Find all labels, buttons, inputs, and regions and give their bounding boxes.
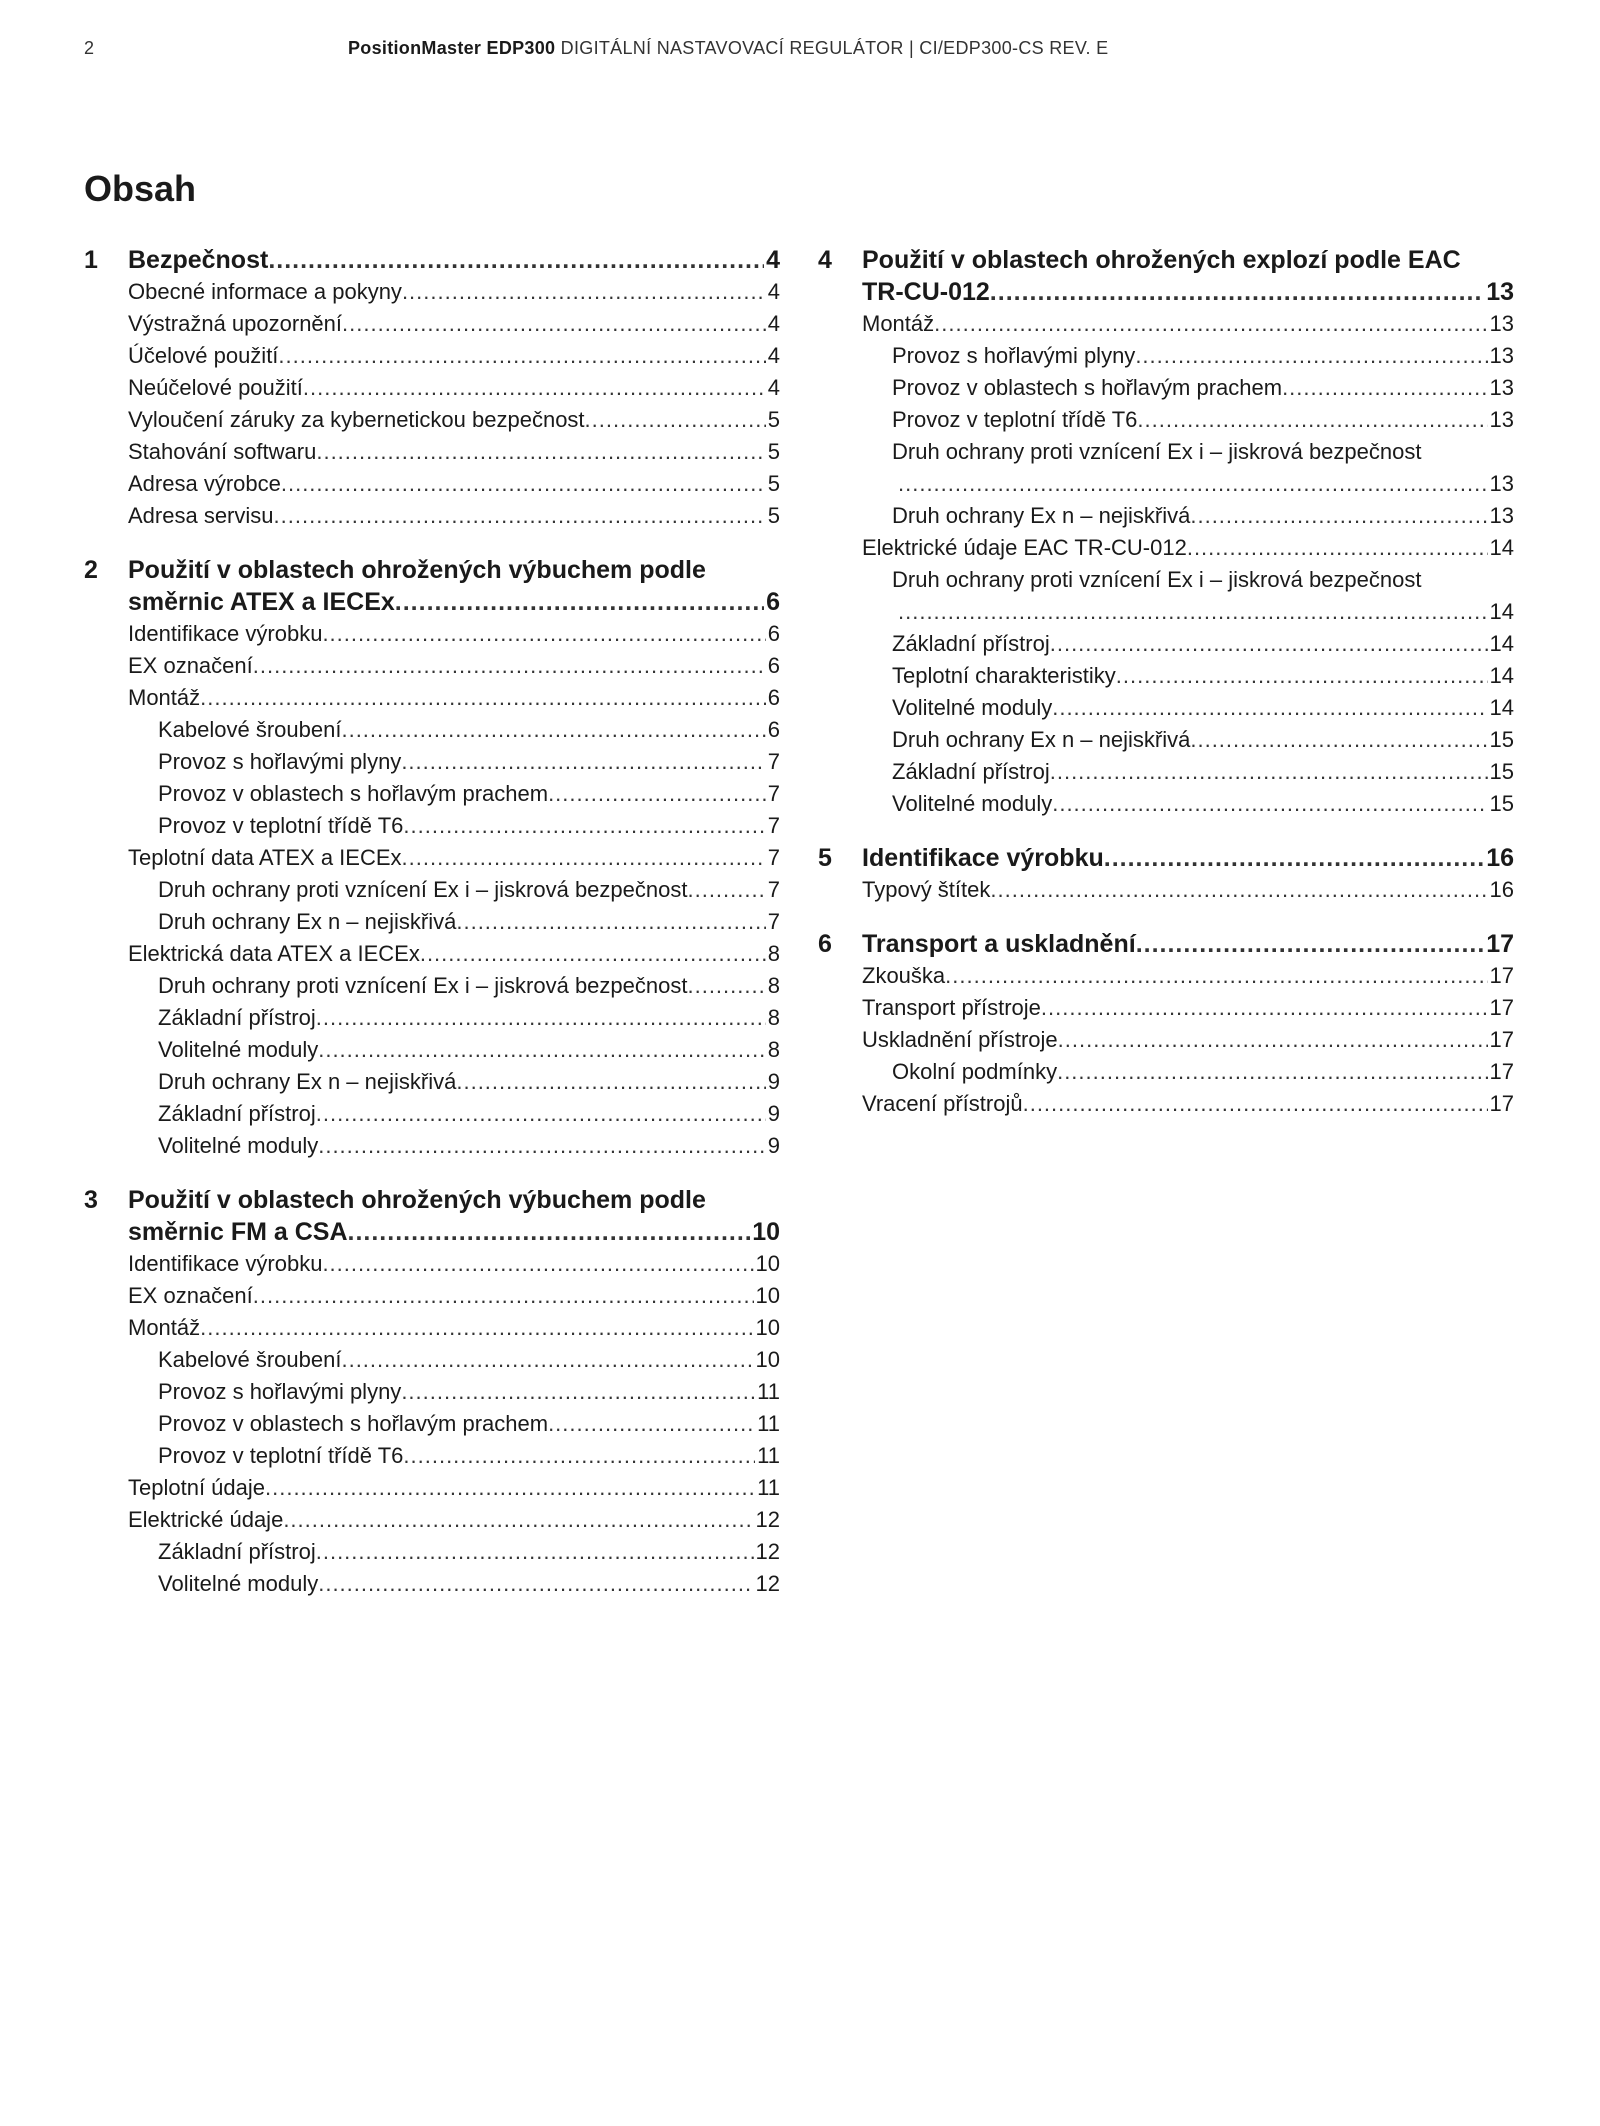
toc-subentry[interactable]: [818, 404, 1514, 436]
dot-leader: [402, 276, 766, 308]
entry-page: 17: [1489, 963, 1514, 988]
toc-entry[interactable]: [84, 1472, 780, 1504]
entry-page: 7: [767, 909, 780, 934]
dot-leader: [318, 1568, 753, 1600]
entry-page: 15: [1489, 791, 1514, 816]
page-number: 2: [84, 38, 95, 58]
entry-title: Volitelné moduly: [892, 695, 1053, 720]
dot-leader: [200, 682, 766, 714]
dot-leader: [548, 1408, 755, 1440]
entry-title: Kabelové šroubení: [158, 1347, 342, 1372]
toc-section-heading[interactable]: [818, 928, 1514, 960]
dot-leader: [341, 714, 765, 746]
entry-page: 11: [757, 1411, 780, 1436]
header-title-rest: DIGITÁLNÍ NASTAVOVACÍ REGULÁTOR | CI/EDP300-CS REV. E: [555, 38, 1109, 58]
entry-title: Transport přístroje: [862, 995, 1041, 1020]
entry-page: 9: [767, 1101, 780, 1126]
entry-page: 4: [767, 311, 780, 336]
toc-subentry[interactable]: [818, 724, 1514, 756]
toc-section-1: [84, 244, 780, 532]
entry-page: 17: [1489, 995, 1514, 1020]
entry-title: Elektrické údaje EAC TR-CU-012: [862, 535, 1187, 560]
toc-subentry[interactable]: [84, 1034, 780, 1066]
dot-leader: [401, 746, 765, 778]
toc-entry[interactable]: [84, 1312, 780, 1344]
toc-section-3: [84, 1184, 780, 1600]
dot-leader: [403, 810, 765, 842]
entry-page: 6: [767, 717, 780, 742]
toc-subentry[interactable]: [818, 628, 1514, 660]
entry-page: 12: [755, 1539, 780, 1564]
entry-page: 13: [1489, 503, 1514, 528]
toc-section-heading[interactable]: [818, 842, 1514, 874]
dot-leader: [1104, 842, 1484, 874]
section-title: Transport a uskladnění: [862, 930, 1136, 958]
toc-subentry[interactable]: [818, 660, 1514, 692]
toc-section-heading-cont[interactable]: [84, 1216, 780, 1248]
toc-subentry-cont[interactable]: [818, 596, 1514, 628]
entry-title: Druh ochrany Ex n – nejiskřivá: [892, 727, 1191, 752]
section-title-line2: směrnic ATEX a IECEx: [128, 588, 395, 616]
section-number: 1: [84, 246, 98, 274]
entry-title: Základní přístroj: [158, 1539, 316, 1564]
dot-leader: [585, 404, 766, 436]
entry-page: 14: [1489, 535, 1514, 560]
entry-page: 14: [1489, 695, 1514, 720]
section-page: 4: [766, 246, 780, 274]
page-header: [84, 38, 1516, 62]
toc-subentry[interactable]: [84, 714, 780, 746]
dot-leader: [283, 1504, 753, 1536]
entry-page: 12: [755, 1507, 780, 1532]
entry-title: Neúčelové použití: [128, 375, 303, 400]
entry-title: Provoz v oblastech s hořlavým prachem: [158, 781, 549, 806]
dot-leader: [316, 1098, 766, 1130]
entry-page: 4: [767, 279, 780, 304]
entry-page: 17: [1489, 1091, 1514, 1116]
header-title: [348, 38, 1108, 59]
entry-title: Teplotní charakteristiky: [892, 663, 1116, 688]
entry-page: 13: [1489, 471, 1514, 496]
entry-title: Adresa výrobce: [128, 471, 281, 496]
entry-page: 5: [767, 503, 780, 528]
entry-page: 16: [1489, 877, 1514, 902]
toc-subentry[interactable]: [84, 1376, 780, 1408]
toc-entry[interactable]: [818, 960, 1514, 992]
dot-leader: [456, 906, 765, 938]
entry-title: Uskladnění přístroje: [862, 1027, 1058, 1052]
dot-leader: [1187, 532, 1488, 564]
entry-title: EX označení: [128, 1283, 253, 1308]
section-page: 13: [1486, 278, 1514, 306]
section-number: 6: [818, 930, 832, 958]
entry-title: Typový štítek: [862, 877, 991, 902]
entry-page: 5: [767, 439, 780, 464]
entry-title: Druh ochrany Ex n – nejiskřivá: [158, 909, 457, 934]
toc-section-2: [84, 554, 780, 1162]
entry-title: Druh ochrany proti vznícení Ex i – jiskrová bezpečnost: [892, 439, 1422, 464]
entry-page: 7: [767, 749, 780, 774]
entry-page: 6: [767, 685, 780, 710]
toc-section-heading-cont[interactable]: [818, 276, 1514, 308]
entry-title: Montáž: [128, 1315, 201, 1340]
toc-section-heading[interactable]: [84, 1184, 780, 1216]
entry-title: Teplotní data ATEX a IECEx: [128, 845, 402, 870]
toc-subentry[interactable]: [818, 692, 1514, 724]
dot-leader: [898, 468, 1488, 500]
entry-page: 10: [755, 1251, 780, 1276]
toc-section-heading[interactable]: [84, 554, 780, 586]
entry-page: 7: [767, 845, 780, 870]
toc-entry[interactable]: [84, 938, 780, 970]
entry-title: Provoz v teplotní třídě T6: [158, 813, 404, 838]
toc-subentry[interactable]: [818, 1056, 1514, 1088]
entry-title: Základní přístroj: [158, 1101, 316, 1126]
entry-page: 13: [1489, 311, 1514, 336]
dot-leader: [348, 1216, 751, 1248]
page-title: Obsah: [84, 168, 197, 209]
toc-subentry[interactable]: [84, 1098, 780, 1130]
entry-title: Druh ochrany proti vznícení Ex i – jiskrová bezpečnost: [158, 877, 688, 902]
toc-subentry[interactable]: [84, 746, 780, 778]
toc-subentry[interactable]: [84, 1002, 780, 1034]
dot-leader: [945, 960, 1487, 992]
toc-entry[interactable]: [84, 468, 780, 500]
toc-subentry[interactable]: [84, 1130, 780, 1162]
entry-page: 7: [767, 781, 780, 806]
section-number: 4: [818, 246, 832, 274]
entry-title: Základní přístroj: [892, 759, 1050, 784]
section-page: 17: [1486, 930, 1514, 958]
toc-entry[interactable]: [818, 1024, 1514, 1056]
entry-title: Elektrická data ATEX a IECEx: [128, 941, 420, 966]
dot-leader: [934, 308, 1487, 340]
header-product: PositionMaster EDP300: [348, 38, 556, 58]
entry-page: 15: [1489, 759, 1514, 784]
dot-leader: [253, 1280, 754, 1312]
entry-page: 11: [757, 1379, 780, 1404]
toc-subentry[interactable]: [84, 1408, 780, 1440]
entry-page: 10: [755, 1283, 780, 1308]
toc-section-heading-cont[interactable]: [84, 586, 780, 618]
dot-leader: [316, 1536, 754, 1568]
toc-subentry[interactable]: [818, 500, 1514, 532]
toc-entry[interactable]: [818, 1088, 1514, 1120]
toc-subentry[interactable]: [818, 436, 1514, 468]
entry-page: 8: [767, 973, 780, 998]
toc-entry[interactable]: [84, 682, 780, 714]
dot-leader: [1135, 340, 1487, 372]
toc-section-4: [818, 244, 1514, 820]
dot-leader: [1058, 1024, 1488, 1056]
dot-leader: [402, 842, 766, 874]
dot-leader: [303, 372, 766, 404]
toc-subentry[interactable]: [84, 1066, 780, 1098]
toc-entry[interactable]: [84, 1504, 780, 1536]
dot-leader: [990, 874, 1487, 906]
entry-page: 6: [767, 621, 780, 646]
entry-page: 8: [767, 1005, 780, 1030]
toc-entry[interactable]: [84, 1280, 780, 1312]
section-title-line1: Použití v oblastech ohrožených výbuchem podle: [128, 556, 706, 584]
dot-leader: [401, 1376, 755, 1408]
dot-leader: [548, 778, 766, 810]
toc-entry[interactable]: [84, 1248, 780, 1280]
dot-leader: [322, 1248, 753, 1280]
dot-leader: [1190, 724, 1487, 756]
dot-leader: [322, 618, 765, 650]
entry-title: Provoz v teplotní třídě T6: [892, 407, 1138, 432]
dot-leader: [253, 650, 766, 682]
toc-entry[interactable]: [84, 436, 780, 468]
dot-leader: [898, 596, 1488, 628]
entry-title: Okolní podmínky: [892, 1059, 1058, 1084]
dot-leader: [274, 500, 766, 532]
dot-leader: [1052, 788, 1487, 820]
entry-page: 7: [767, 813, 780, 838]
toc-subentry[interactable]: [84, 970, 780, 1002]
dot-leader: [1136, 928, 1485, 960]
dot-leader: [420, 938, 766, 970]
section-number: 3: [84, 1186, 98, 1214]
section-number: 2: [84, 556, 98, 584]
toc-section-6: [818, 928, 1514, 1120]
section-title: Bezpečnost: [128, 246, 269, 274]
entry-title: Adresa servisu: [128, 503, 274, 528]
entry-title: Druh ochrany Ex n – nejiskřivá: [892, 503, 1191, 528]
toc-subentry[interactable]: [818, 788, 1514, 820]
section-title-line2: směrnic FM a CSA: [128, 1218, 348, 1246]
toc-subentry[interactable]: [818, 756, 1514, 788]
entry-page: 11: [757, 1475, 780, 1500]
toc-subentry[interactable]: [84, 778, 780, 810]
entry-title: Provoz s hořlavými plyny: [158, 749, 402, 774]
entry-title: Volitelné moduly: [158, 1037, 319, 1062]
dot-leader: [1041, 992, 1488, 1024]
entry-title: Účelové použití: [128, 343, 279, 368]
entry-title: Výstražná upozornění: [128, 311, 343, 336]
entry-page: 5: [767, 471, 780, 496]
toc-entry[interactable]: [84, 404, 780, 436]
section-number: 5: [818, 844, 832, 872]
dot-leader: [1052, 692, 1487, 724]
dot-leader: [341, 1344, 753, 1376]
toc-entry[interactable]: [818, 532, 1514, 564]
toc-entry[interactable]: [84, 340, 780, 372]
entry-page: 7: [767, 877, 780, 902]
entry-page: 4: [767, 375, 780, 400]
toc-subentry-cont[interactable]: [818, 468, 1514, 500]
entry-title: Základní přístroj: [158, 1005, 316, 1030]
entry-title: Provoz v oblastech s hořlavým prachem: [892, 375, 1283, 400]
toc-column-right: [818, 244, 1514, 1142]
entry-title: Identifikace výrobku: [128, 1251, 323, 1276]
entry-page: 12: [755, 1571, 780, 1596]
section-title-line2: TR-CU-012: [862, 278, 990, 306]
toc-entry[interactable]: [84, 276, 780, 308]
toc-entry[interactable]: [84, 500, 780, 532]
entry-title: Provoz v oblastech s hořlavým prachem: [158, 1411, 549, 1436]
entry-title: Základní přístroj: [892, 631, 1050, 656]
dot-leader: [318, 1130, 766, 1162]
entry-title: Obecné informace a pokyny: [128, 279, 402, 304]
dot-leader: [1190, 500, 1487, 532]
entry-page: 17: [1489, 1059, 1514, 1084]
dot-leader: [687, 970, 765, 1002]
entry-title: Volitelné moduly: [158, 1571, 319, 1596]
entry-page: 10: [755, 1315, 780, 1340]
entry-page: 5: [767, 407, 780, 432]
entry-title: Vyloučení záruky za kybernetickou bezpečnost: [128, 407, 585, 432]
toc-subentry[interactable]: [84, 906, 780, 938]
dot-leader: [1137, 404, 1487, 436]
entry-page: 14: [1489, 631, 1514, 656]
entry-title: Kabelové šroubení: [158, 717, 342, 742]
dot-leader: [281, 468, 766, 500]
section-title-line1: Použití v oblastech ohrožených explozí podle EAC: [862, 246, 1461, 274]
dot-leader: [456, 1066, 765, 1098]
entry-page: 14: [1489, 599, 1514, 624]
entry-page: 9: [767, 1069, 780, 1094]
section-page: 6: [766, 588, 780, 616]
toc-entry[interactable]: [84, 650, 780, 682]
entry-page: 8: [767, 1037, 780, 1062]
toc-entry[interactable]: [84, 618, 780, 650]
toc-entry[interactable]: [818, 308, 1514, 340]
dot-leader: [265, 1472, 755, 1504]
entry-title: Druh ochrany proti vznícení Ex i – jiskrová bezpečnost: [892, 567, 1422, 592]
dot-leader: [395, 586, 764, 618]
entry-title: Provoz s hořlavými plyny: [158, 1379, 402, 1404]
dot-leader: [687, 874, 765, 906]
entry-page: 17: [1489, 1027, 1514, 1052]
toc-subentry[interactable]: [818, 372, 1514, 404]
entry-title: Stahování softwaru: [128, 439, 317, 464]
entry-title: Teplotní údaje: [128, 1475, 265, 1500]
dot-leader: [316, 436, 765, 468]
entry-title: Volitelné moduly: [892, 791, 1053, 816]
dot-leader: [1023, 1088, 1488, 1120]
dot-leader: [318, 1034, 766, 1066]
dot-leader: [403, 1440, 755, 1472]
toc-column-left: [84, 244, 780, 1622]
entry-title: Druh ochrany proti vznícení Ex i – jiskrová bezpečnost: [158, 973, 688, 998]
entry-page: 13: [1489, 375, 1514, 400]
entry-title: Elektrické údaje: [128, 1507, 284, 1532]
dot-leader: [1282, 372, 1487, 404]
entry-title: Provoz v teplotní třídě T6: [158, 1443, 404, 1468]
entry-title: Vracení přístrojů: [862, 1091, 1023, 1116]
entry-title: Druh ochrany Ex n – nejiskřivá: [158, 1069, 457, 1094]
entry-title: Volitelné moduly: [158, 1133, 319, 1158]
entry-page: 9: [767, 1133, 780, 1158]
entry-title: Zkouška: [862, 963, 946, 988]
dot-leader: [342, 308, 766, 340]
dot-leader: [316, 1002, 766, 1034]
toc-subentry[interactable]: [84, 810, 780, 842]
entry-page: 14: [1489, 663, 1514, 688]
entry-page: 11: [757, 1443, 780, 1468]
toc-subentry[interactable]: [84, 874, 780, 906]
toc-subentry[interactable]: [818, 340, 1514, 372]
toc-subentry[interactable]: [84, 1344, 780, 1376]
toc-entry[interactable]: [818, 992, 1514, 1024]
section-title-line1: Použití v oblastech ohrožených výbuchem podle: [128, 1186, 706, 1214]
entry-page: 10: [755, 1347, 780, 1372]
toc-subentry[interactable]: [84, 1440, 780, 1472]
toc-section-heading[interactable]: [84, 244, 780, 276]
entry-page: 4: [767, 343, 780, 368]
entry-title: Montáž: [862, 311, 935, 336]
entry-page: 8: [767, 941, 780, 966]
entry-page: 15: [1489, 727, 1514, 752]
section-page: 10: [752, 1218, 780, 1246]
toc-section-5: [818, 842, 1514, 906]
toc-subentry[interactable]: [818, 564, 1514, 596]
entry-title: EX označení: [128, 653, 253, 678]
dot-leader: [1057, 1056, 1487, 1088]
entry-title: Provoz s hořlavými plyny: [892, 343, 1136, 368]
toc-section-heading[interactable]: [818, 244, 1514, 276]
toc-entry[interactable]: [84, 842, 780, 874]
toc-entry[interactable]: [84, 372, 780, 404]
section-page: 16: [1486, 844, 1514, 872]
toc-entry[interactable]: [84, 308, 780, 340]
dot-leader: [990, 276, 1484, 308]
dot-leader: [200, 1312, 753, 1344]
toc-entry[interactable]: [818, 874, 1514, 906]
entry-title: Identifikace výrobku: [128, 621, 323, 646]
dot-leader: [1050, 628, 1488, 660]
entry-page: 13: [1489, 343, 1514, 368]
entry-page: 6: [767, 653, 780, 678]
toc-subentry[interactable]: [84, 1536, 780, 1568]
dot-leader: [1116, 660, 1488, 692]
dot-leader: [268, 244, 764, 276]
section-title: Identifikace výrobku: [862, 844, 1104, 872]
entry-title: Montáž: [128, 685, 201, 710]
toc-subentry[interactable]: [84, 1568, 780, 1600]
dot-leader: [278, 340, 765, 372]
entry-page: 13: [1489, 407, 1514, 432]
dot-leader: [1050, 756, 1488, 788]
